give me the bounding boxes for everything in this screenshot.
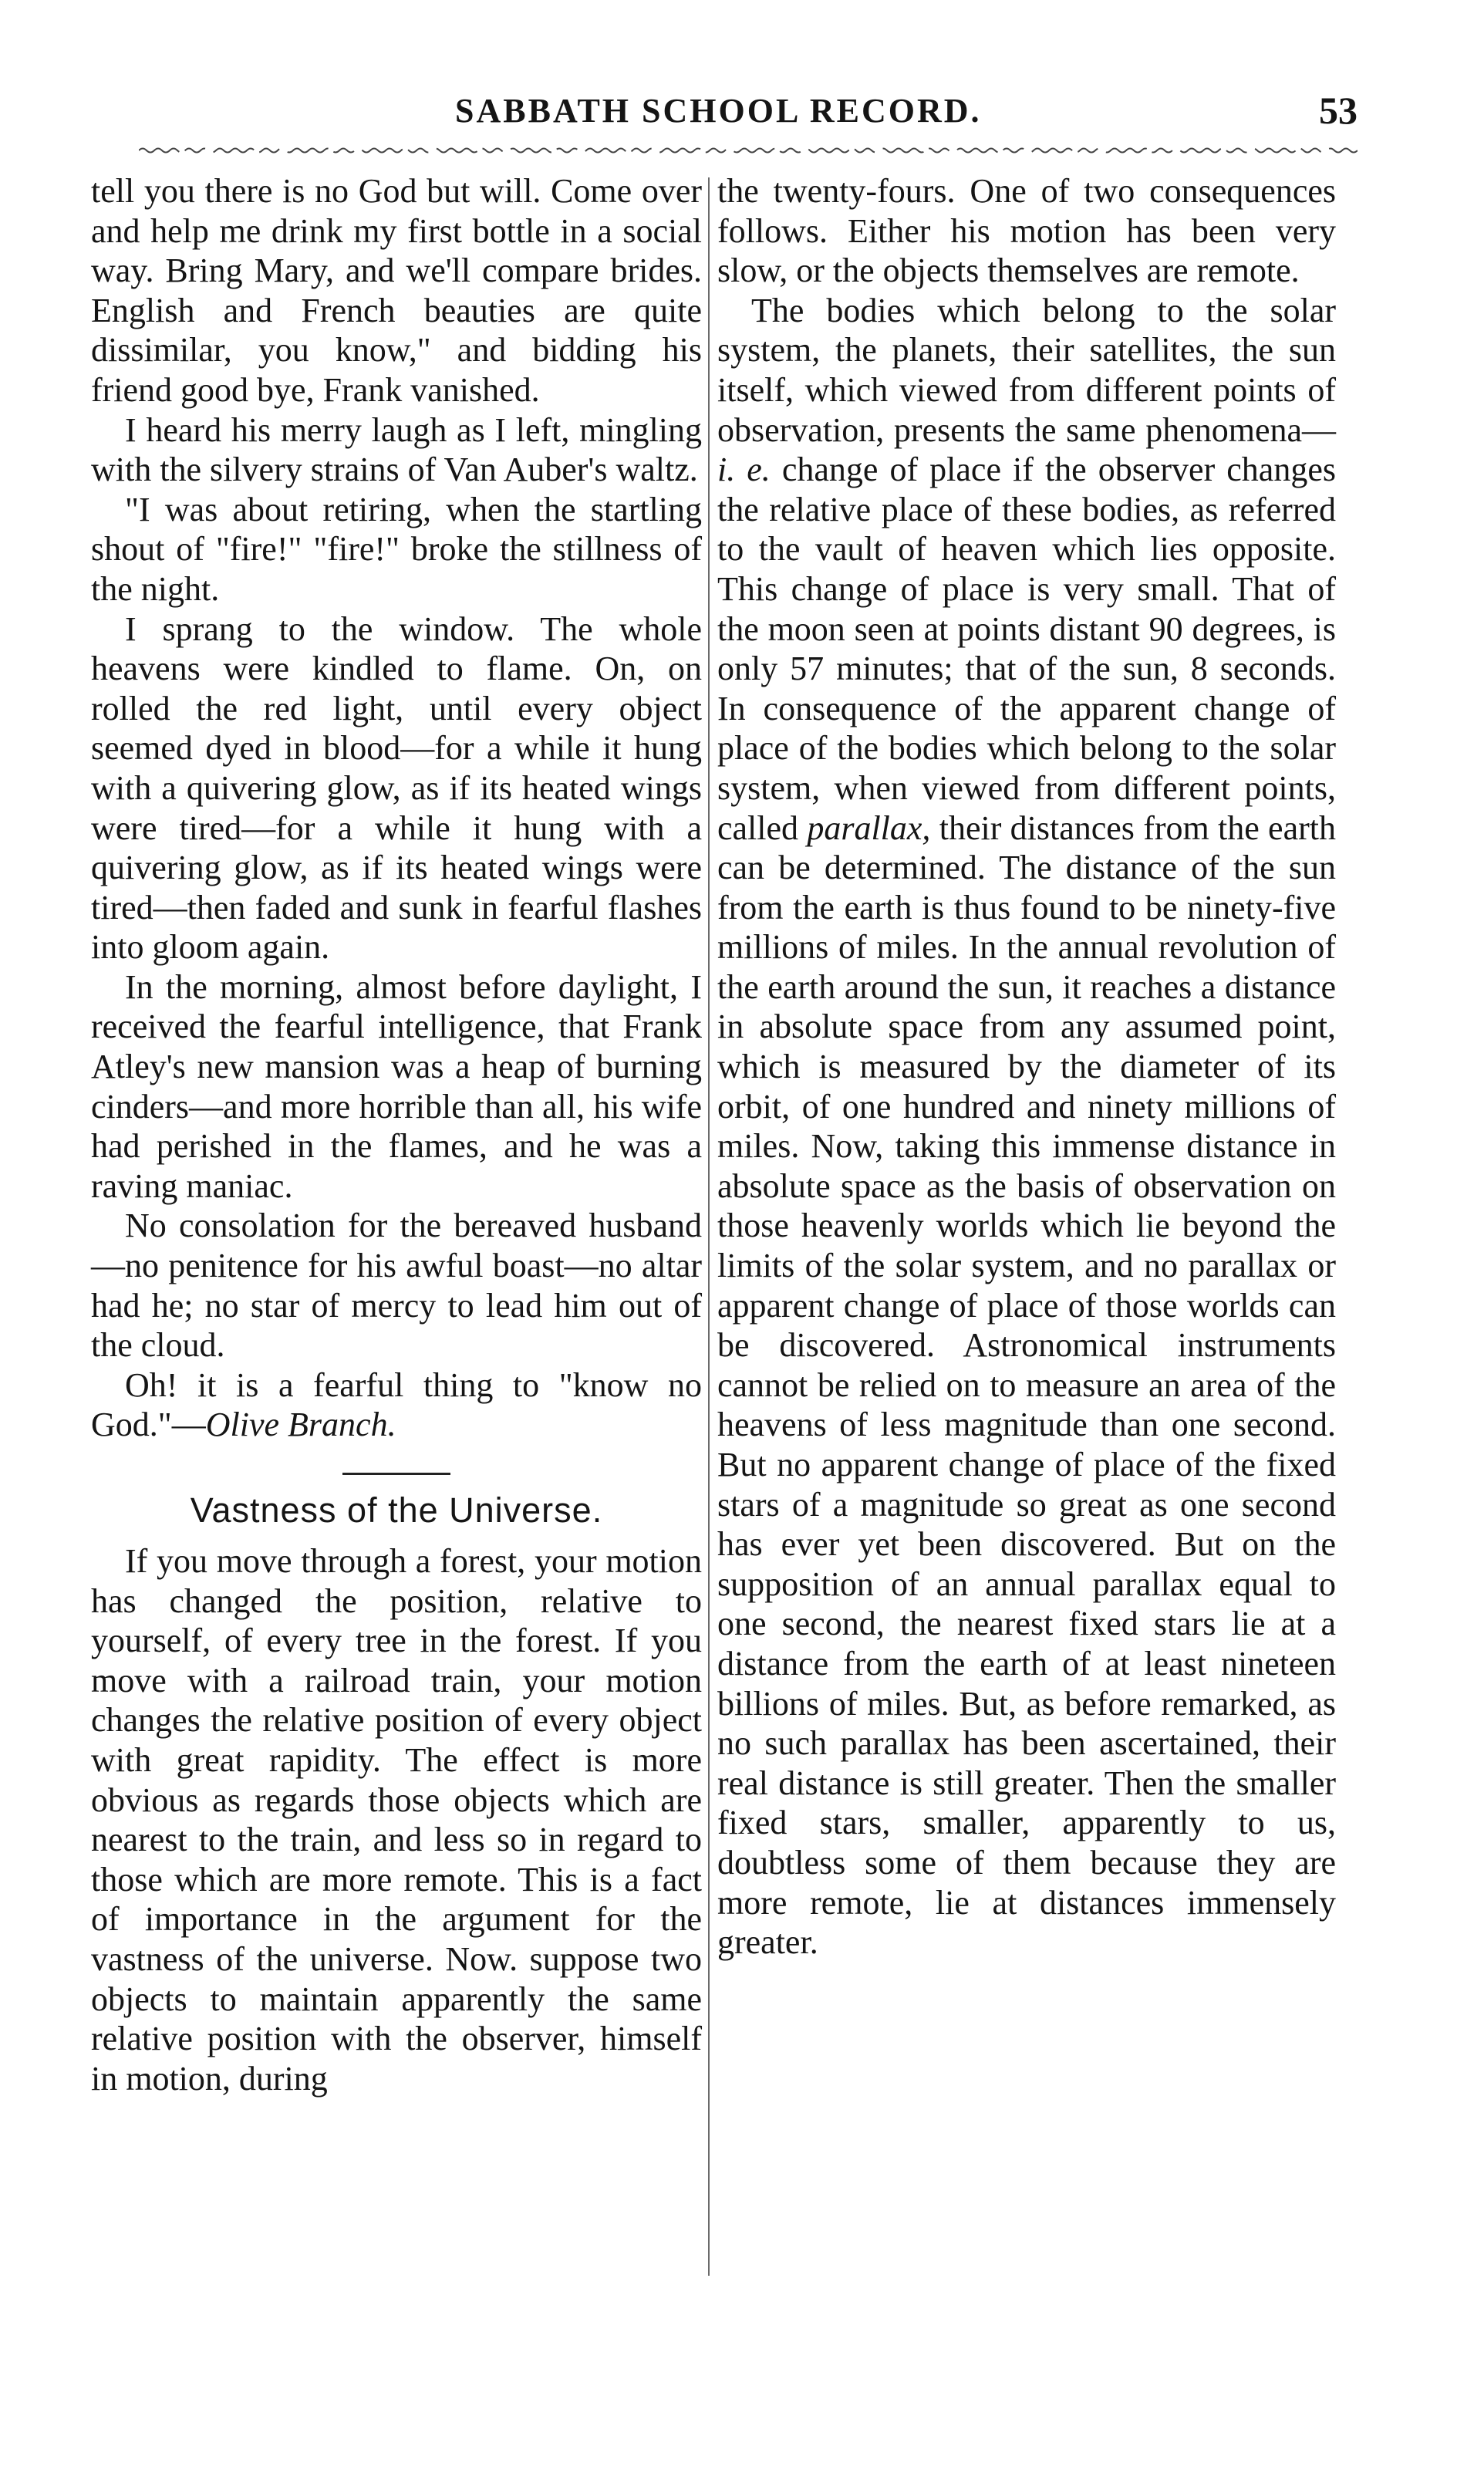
paragraph: No consolation for the bereaved husband—no penitence for his awful boast—no altar had he; no star of mercy to lead him out of the cloud. xyxy=(91,1207,702,1365)
paragraph-text: their distances from the earth can be determined. The distance of the sun from the earth is thus found to be ninety-five millions of miles. In the annual revolution of the earth around the sun, it reaches a distance in absolute space from any assumed point, which is measured by the diameter of its orbit, of one hundred and ninety millions of miles. Now, taking this immense distance in absolute space as the basis of observation on those heavenly worlds which lie beyond the limits of the solar system, and no parallax or apparent change of place of those worlds can be discovered. Astronomical instruments cannot be relied on to measure an area of the heavens of less magnitude than one second. But no apparent change of place of the fixed stars of a magnitude so great as one second has ever yet been discovered. But on the supposition of an annual parallax equal to one second, the nearest fixed stars lie at a distance from the earth of at least nineteen billions of miles. But, as before remarked, as no such parallax has been ascertained, their real distance is still greater. Then the smaller fixed stars, smaller, apparently to us, doubtless some of them because they are more remote, lie at distances immensely greater. xyxy=(717,808,1336,1962)
attribution: Olive Branch. xyxy=(205,1406,396,1444)
paragraph: In the morning, almost before daylight, I received the fearful intelligence, that Frank Atley's new mansion was a heap of burning cinders—and more horrible than all, his wife had perished in the flames, and he was a raving maniac. xyxy=(91,967,702,1205)
paragraph: I sprang to the window. The whole heavens were kindled to flame. On, on rolled the red light, until every object seemed dyed in blood—for a while it hung with a quivering glow, as if its heated wings were tired—for a while it hung with a quivering glow, as if its heated wings were tired—then faded and sunk in fearful flashes into gloom again. xyxy=(91,609,702,967)
running-title: SABBATH SCHOOL RECORD. xyxy=(455,92,982,130)
paragraph-text: The bodies which belong to the solar system, the planets, their satellites, the sun itself, which viewed from different points of observation, presents the same phenomena— xyxy=(717,291,1336,449)
section-divider xyxy=(342,1473,450,1475)
decorative-wavy-rule xyxy=(139,145,1358,156)
column-divider xyxy=(708,177,710,2276)
italic-abbreviation: i. e. xyxy=(717,451,771,489)
paragraph-text: Oh! it is a fearful thing to "know no God."— xyxy=(91,1365,702,1444)
italic-term: parallax, xyxy=(807,808,931,847)
paragraph: the twenty-fours. One of two consequences follows. Either his motion has been very slow, or the objects themselves are remote. xyxy=(717,172,1336,290)
paragraph: If you move through a forest, your motion has changed the position, relative to yourself, of every tree in the forest. If you move with a railroad train, your motion changes the relative position of every object with great rapidity. The effect is more obvious as regards those objects which are nearest to the train, and less so in regard to those which are more remote. This is a fact of importance in the argument for the vastness of the universe. Now. suppose two objects to maintain apparently the same relative position with the observer, himself in motion, during xyxy=(91,1542,702,2098)
paragraph: tell you there is no God but will. Come over and help me drink my first bottle in a social way. Bring Mary, and we'll compare brides. English and French beauties are quite dissimilar, you know," and bidding his friend good bye, Frank vanished. xyxy=(91,172,702,409)
paragraph xyxy=(717,291,1336,1963)
paragraph: I heard his merry laugh as I left, mingling with the silvery strains of Van Auber's waltz. xyxy=(91,410,702,489)
right-column xyxy=(717,171,1336,1963)
running-header xyxy=(93,91,1358,153)
paragraph xyxy=(91,1365,702,1445)
paragraph: "I was about retiring, when the startling shout of "fire!" "fire!" broke the stillness of the night. xyxy=(91,490,702,608)
section-title: Vastness of the Universe. xyxy=(190,1490,603,1530)
page-number: 53 xyxy=(1319,89,1358,132)
paragraph-text: change of place if the observer changes the relative place of these bodies, as referred to the vault of heaven which lies opposite. This change of place is very small. That of the moon seen at points distant 90 degrees, is only 57 minutes; that of the sun, 8 seconds. In consequence of the apparent change of place of the bodies which belong to the solar system, when viewed from different points, called xyxy=(717,451,1336,847)
left-column xyxy=(91,171,702,2098)
